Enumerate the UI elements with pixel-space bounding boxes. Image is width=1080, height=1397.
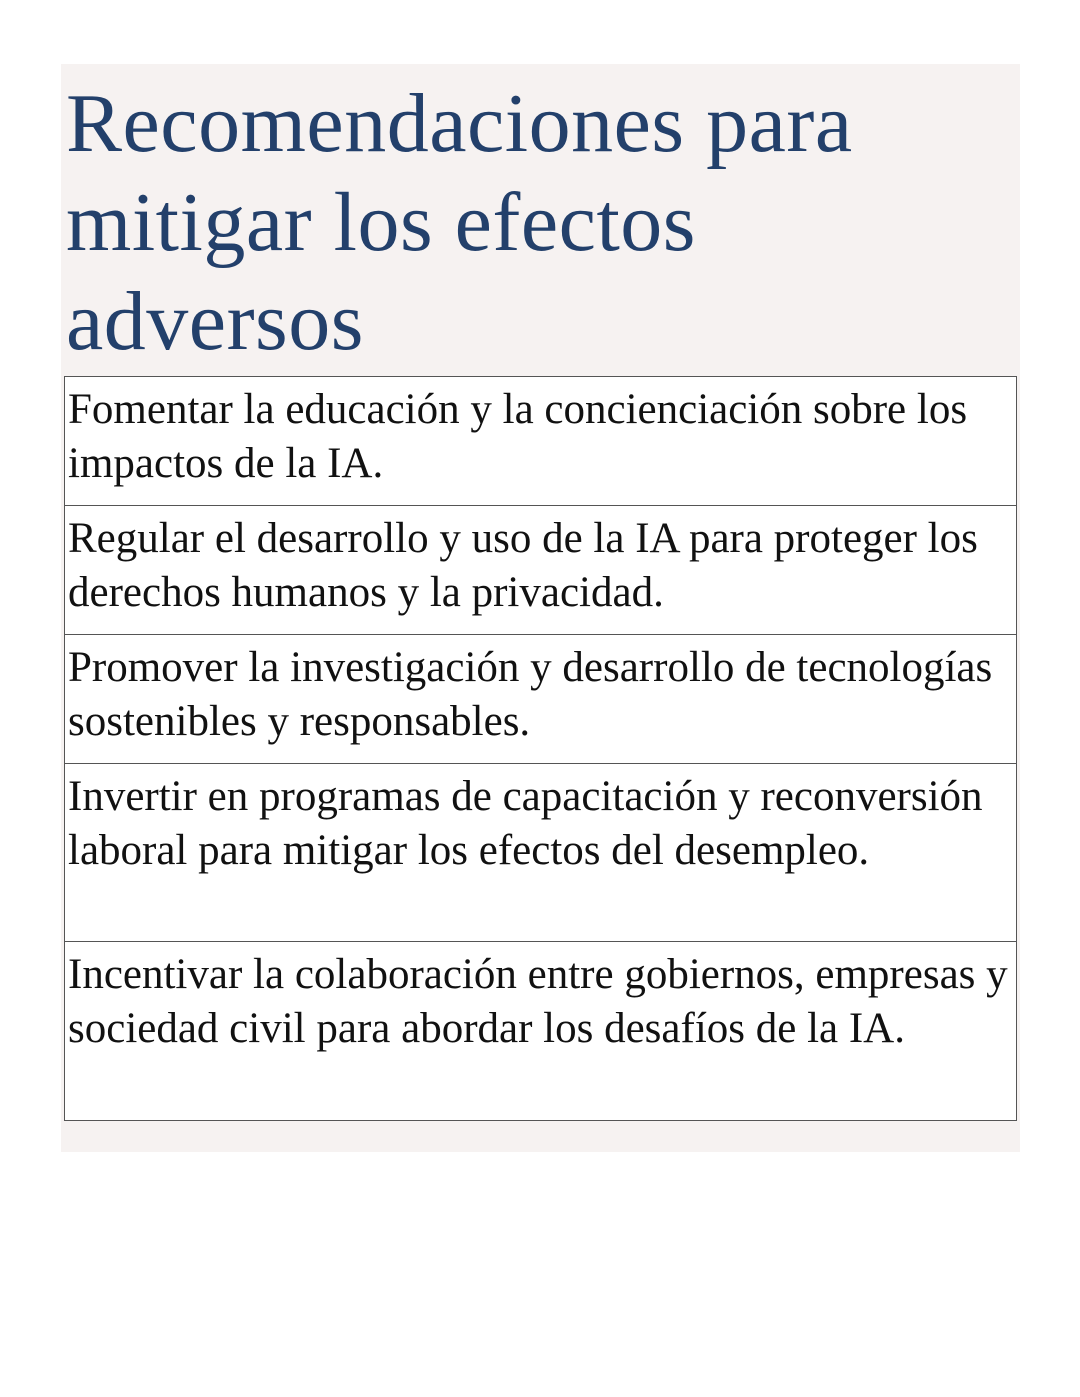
table-row (65, 506, 1017, 635)
recommendation-cell: Promover la investigación y desarrollo de tecnologías sostenibles y responsables. (65, 635, 1017, 764)
recommendation-cell: Fomentar la educación y la concienciación sobre los impactos de la IA. (65, 377, 1017, 506)
recommendation-cell: Incentivar la colaboración entre gobiernos, empresas y sociedad civil para abordar los desafíos de la IA. (65, 942, 1017, 1121)
table-row (65, 764, 1017, 942)
recommendation-cell: Invertir en programas de capacitación y reconversión laboral para mitigar los efectos del desempleo. (65, 764, 1017, 942)
table-row (65, 635, 1017, 764)
recommendation-cell: Regular el desarrollo y uso de la IA para proteger los derechos humanos y la privacidad. (65, 506, 1017, 635)
table-row (65, 377, 1017, 506)
recommendations-table (64, 376, 1017, 1121)
table-row (65, 942, 1017, 1121)
page-title: Recomendaciones para mitigar los efectos adversos (66, 77, 853, 368)
